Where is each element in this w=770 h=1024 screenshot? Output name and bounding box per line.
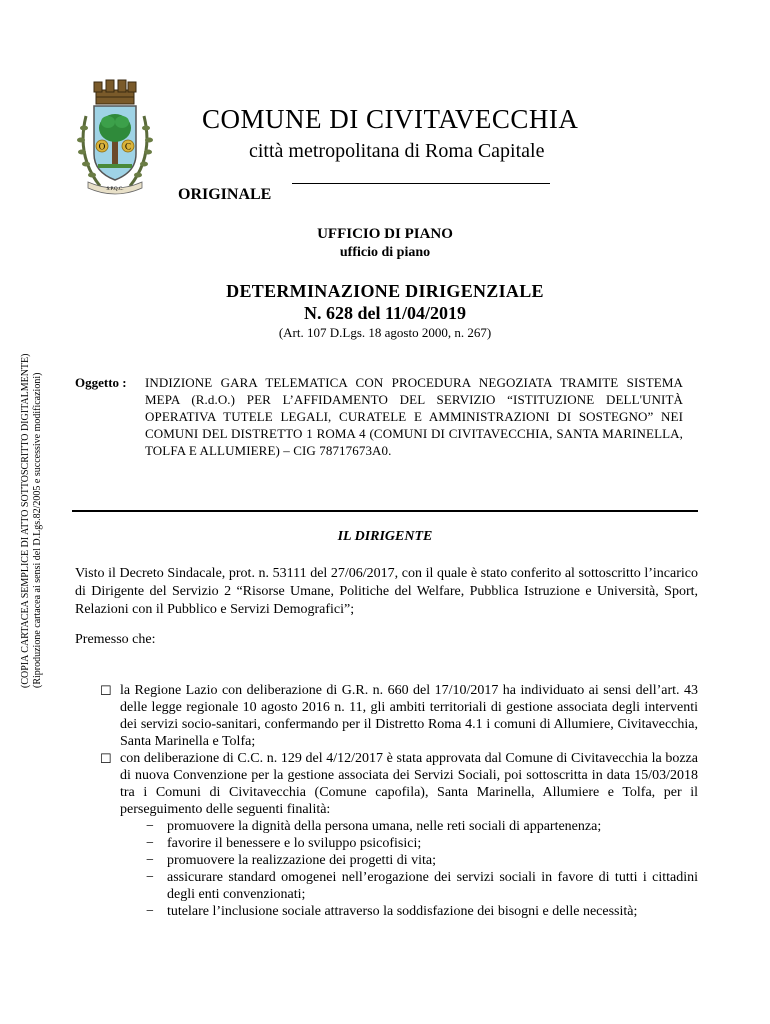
- list-item: [100, 682, 698, 750]
- ufficio-title: UFFICIO DI PIANO: [317, 226, 453, 242]
- sub-list-item: [146, 852, 698, 869]
- list-item: [100, 750, 698, 818]
- dash-bullet-icon: −: [146, 819, 154, 834]
- sub-list-item-text: favorire il benessere e lo sviluppo psicofisici;: [167, 836, 422, 851]
- checkbox-bullet-icon: ☐: [100, 751, 112, 766]
- sub-list-item-text: promuovere la dignità della persona umana, nelle reti sociali di appartenenza;: [167, 819, 602, 834]
- sub-list-item-text: assicurare standard omogenei nell’erogazione dei servizi sociali in favore di tutti i cittadini degli enti convenzionati;: [167, 870, 698, 902]
- crest-letter-c: C: [124, 141, 132, 152]
- title-underline: [292, 183, 550, 184]
- checkbox-bullet-icon: ☐: [100, 683, 112, 698]
- visto-paragraph: Visto il Decreto Sindacale, prot. n. 53111 del 27/06/2017, con il quale è stato conferito al sottoscritto l’incarico di Dirigente del Servizio 2 “Risorse Umane, Politiche del Welfare, Pubblica Istruzione e Università, Sport, Relazioni con il Pubblico e Servizi Demografici”;: [75, 566, 698, 617]
- side-stamp-line-2: (Riproduzione cartacea ai sensi del D.Lgs.82/2005 e successive modificazioni): [32, 372, 43, 688]
- determinazione-number: N. 628 del 11/04/2019: [303, 303, 466, 323]
- dash-bullet-icon: −: [146, 870, 154, 885]
- premesso-paragraph: Premesso che:: [75, 632, 156, 647]
- sub-list-item: [146, 903, 698, 920]
- ufficio-subtitle: ufficio di piano: [339, 245, 431, 260]
- sub-list-item-text: tutelare l’inclusione sociale attraverso la soddisfazione dei bisogni e delle necessità;: [167, 904, 638, 919]
- list-item-text: la Regione Lazio con deliberazione di G.R. n. 660 del 17/10/2017 ha individuato ai sensi dell’art. 43 delle legge regionale 10 agosto 2016 n. 11, gli ambiti territoriali di gestione associata degli interventi dei servizi socio-sanitari, confermando per il Distretto Roma 4.1 i comuni di Allumiere, Civitavecchia, Santa Marinella e Tolfa;: [120, 683, 698, 749]
- sub-list-item: [146, 835, 698, 852]
- section-divider: [72, 510, 698, 512]
- crest-ribbon-text: S.P.Q.C.: [106, 187, 124, 192]
- dash-bullet-icon: −: [146, 836, 154, 851]
- originale-label: ORIGINALE: [178, 186, 272, 203]
- determinazione-title: DETERMINAZIONE DIRIGENZIALE: [226, 281, 544, 301]
- coat-of-arms-logo: [70, 76, 160, 200]
- crest-letter-o: O: [98, 141, 106, 152]
- sub-list-item: [146, 869, 698, 903]
- dash-bullet-icon: −: [146, 853, 154, 868]
- dash-bullet-icon: −: [146, 904, 154, 919]
- crown-icon: [94, 80, 136, 104]
- oggetto-text: INDIZIONE GARA TELEMATICA CON PROCEDURA NEGOZIATA TRAMITE SISTEMA MEPA (R.d.O.) PER L’AFFIDAMENTO DEL SERVIZIO “ISTITUZIONE DELL'UNITÀ OPERATIVA TUTELE LEGALI, CURATELE E AMMINISTRAZIONI DI SOSTEGNO” NEI COMUNI DEL DISTRETTO 1 ROMA 4 (COMUNI DI CIVITAVECCHIA, SANTA MARINELLA, TOLFA E ALLUMIERE) – CIG 78717673A0.: [145, 375, 683, 458]
- sub-list-item: [146, 818, 698, 835]
- page-title: COMUNE DI CIVITAVECCHIA: [202, 104, 579, 134]
- determinazione-reference: (Art. 107 D.Lgs. 18 agosto 2000, n. 267): [278, 325, 492, 340]
- side-stamp: [20, 354, 44, 688]
- side-stamp-line-1: (COPIA CARTACEA SEMPLICE DI ATTO SOTTOSCRITTO DIGITALMENTE): [20, 353, 31, 688]
- section-heading: IL DIRIGENTE: [337, 529, 433, 544]
- oggetto-label: Oggetto :: [75, 375, 127, 390]
- sub-list-item-text: promuovere la realizzazione dei progetti di vita;: [167, 853, 436, 868]
- list-item-text: con deliberazione di C.C. n. 129 del 4/12/2017 è stata approvata dal Comune di Civitavecchia la bozza di nuova Convenzione per la gestione associata dei Servizi Sociali, poi sottoscritta in data 15/03/2018 tra i Comuni di Civitavecchia (Comune capofila), Santa Marinella, Allumiere e Tolfa, per il perseguimento delle seguenti finalità:: [120, 751, 698, 817]
- page-subtitle: città metropolitana di Roma Capitale: [249, 140, 545, 162]
